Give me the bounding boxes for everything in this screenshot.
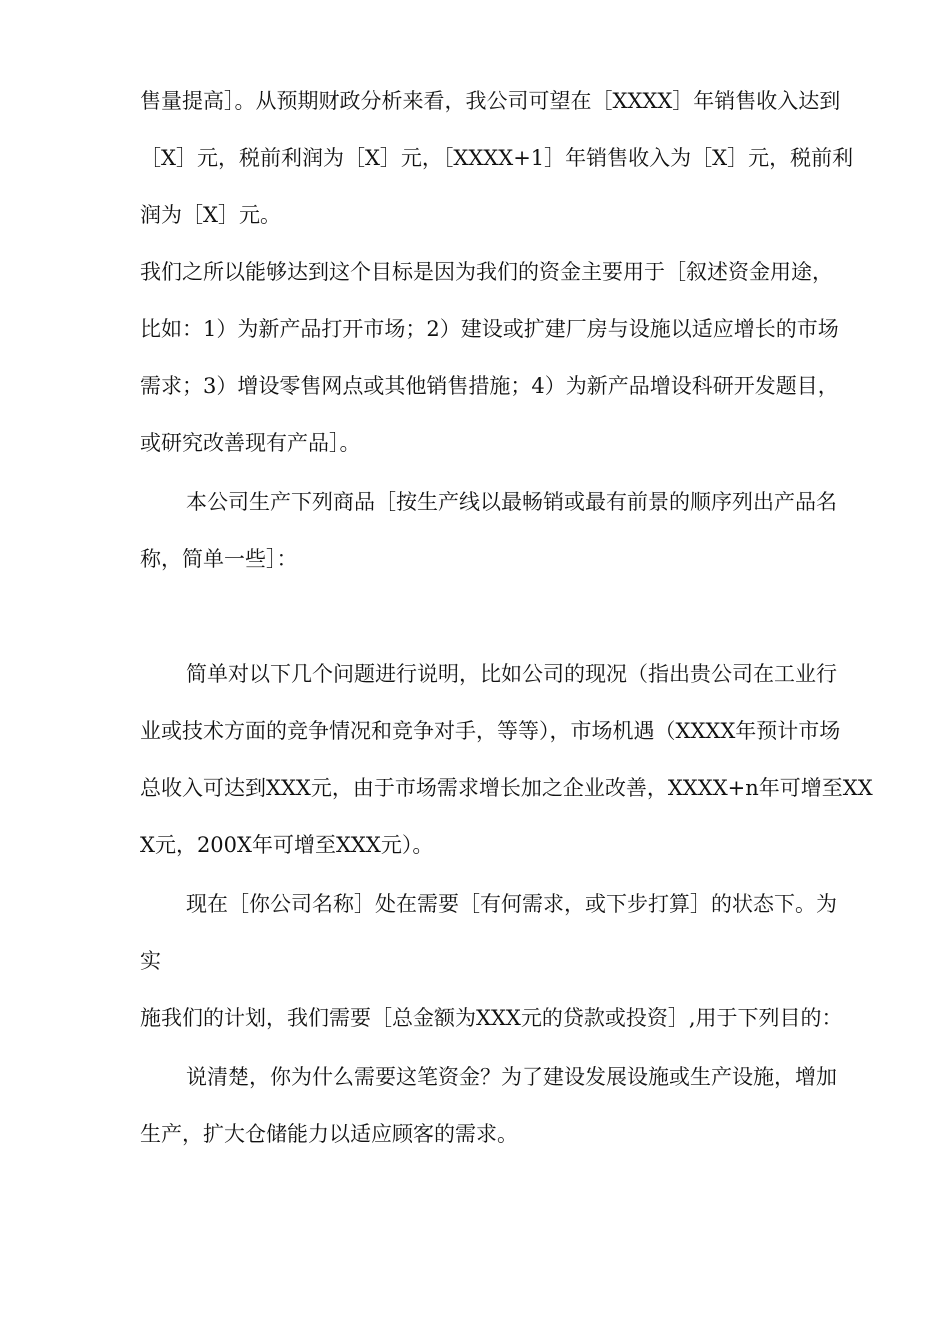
text-line: 我们之所以能够达到这个目标是因为我们的资金主要用于［叙述资金用途， [140, 260, 833, 284]
text-line: 生产，扩大仓储能力以适应顾客的需求。 [140, 1122, 518, 1146]
text-line: 简单对以下几个问题进行说明，比如公司的现况（指出贵公司在工业行 [186, 662, 837, 686]
text-line: 比如：1）为新产品打开市场；2）建设或扩建厂房与设施以适应增长的市场 [140, 317, 839, 341]
text-line: 需求；3）增设零售网点或其他销售措施；4）为新产品增设科研开发题目， [140, 374, 839, 398]
text-line: 称，简单一些］： [140, 547, 298, 571]
text-line: 本公司生产下列商品［按生产线以最畅销或最有前景的顺序列出产品名 [186, 490, 837, 514]
text-line: 现在［你公司名称］处在需要［有何需求，或下步打算］的状态下。为 [186, 892, 837, 916]
text-line: 润为［X］元。 [140, 203, 281, 227]
text-line: X元，200X年可增至XXX元）。 [140, 833, 434, 857]
text-line: 业或技术方面的竞争情况和竞争对手，等等），市场机遇（XXXX年预计市场 [140, 719, 841, 743]
text-line: 说清楚，你为什么需要这笔资金？为了建设发展设施或生产设施，增加 [186, 1065, 837, 1089]
text-line: 实 [140, 949, 161, 973]
text-line: 总收入可达到XXX元，由于市场需求增长加之企业改善，XXXX+n年可增至XX [140, 776, 873, 800]
text-line: 或研究改善现有产品］。 [140, 431, 361, 455]
text-line: 售量提高］。从预期财政分析来看，我公司可望在［XXXX］年销售收入达到 [140, 89, 841, 113]
text-line: 施我们的计划，我们需要［总金额为XXX元的贷款或投资］,用于下列目的： [140, 1006, 843, 1030]
text-line: ［X］元，税前利润为［X］元，［XXXX+1］年销售收入为［X］元，税前利 [140, 146, 854, 170]
